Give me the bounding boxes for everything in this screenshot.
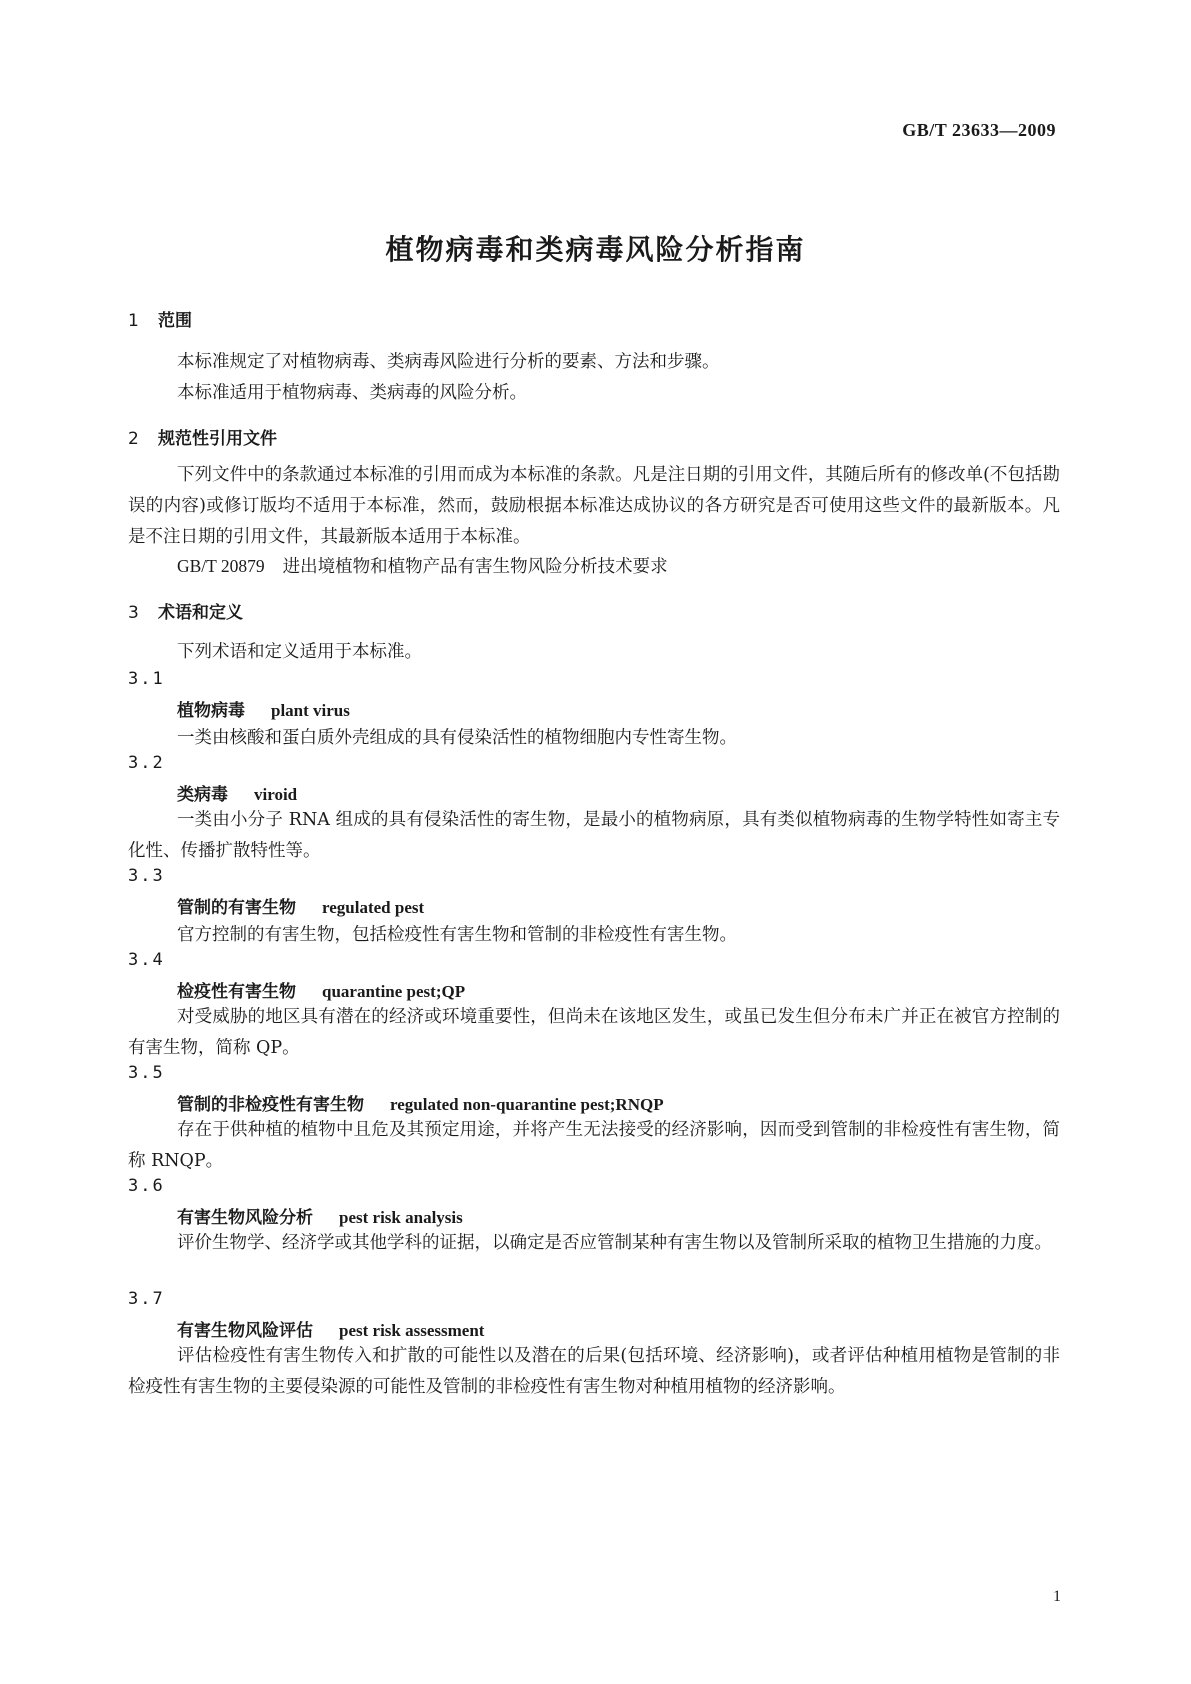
section-1-para-1: 本标准规定了对植物病毒、类病毒风险进行分析的要素、方法和步骤。: [177, 352, 720, 372]
section-2-paragraph: 下列文件中的条款通过本标准的引用而成为本标准的条款。凡是注日期的引用文件，其随后所有的修改单(不包括勘误的内容)或修订版均不适用于本标准，然而，鼓励根据本标准达成协议的各方研究是否可使用这些文件的最新版本。凡是不注日期的引用文件，其最新版本适用于本标准。: [128, 465, 1060, 547]
term-zh: 检疫性有害生物: [177, 982, 296, 1002]
term-heading: [177, 893, 424, 918]
term-definition: 存在于供种植的植物中且危及其预定用途，并将产生无法接受的经济影响，因而受到管制的非检疫性有害生物，简称 RNQP。: [128, 1120, 1060, 1171]
term-definition: 对受威胁的地区具有潜在的经济或环境重要性，但尚未在该地区发生，或虽已发生但分布未广并正在被官方控制的有害生物，简称 QP。: [128, 1007, 1060, 1058]
term-heading: [177, 1203, 463, 1228]
standard-code: GB/T 23633—2009: [902, 120, 1056, 140]
reference-code: GB/T 20879: [177, 556, 265, 576]
term-en: regulated pest: [322, 898, 425, 917]
term-en: regulated non-quarantine pest;RNQP: [390, 1095, 664, 1114]
term-number: 3.6: [128, 1176, 165, 1196]
term-heading: [177, 780, 297, 805]
section-3-intro: 下列术语和定义适用于本标准。: [177, 642, 422, 662]
term-zh: 植物病毒: [177, 701, 245, 721]
term-number: 3.4: [128, 950, 165, 970]
term-number: 3.3: [128, 866, 165, 886]
term-definition: 一类由小分子 RNA 组成的具有侵染活性的寄生物，是最小的植物病原，具有类似植物病毒的生物学特性如寄主专化性、传播扩散特性等。: [128, 810, 1060, 861]
term-number: 3.2: [128, 753, 165, 773]
reference-title: 进出境植物和植物产品有害生物风险分析技术要求: [282, 557, 668, 577]
section-2-number: 2: [128, 429, 139, 449]
term-number: 3.1: [128, 669, 165, 689]
section-3-title: 术语和定义: [158, 603, 243, 623]
section-2-heading: [128, 424, 277, 449]
term-definition: 官方控制的有害生物，包括检疫性有害生物和管制的非检疫性有害生物。: [177, 925, 737, 945]
term-en: quarantine pest;QP: [322, 982, 466, 1001]
term-en: plant virus: [271, 701, 350, 720]
term-zh: 管制的有害生物: [177, 898, 296, 918]
section-3-number: 3: [128, 603, 139, 623]
term-heading: [177, 1090, 664, 1115]
term-en: pest risk analysis: [339, 1208, 463, 1227]
term-number: 3.7: [128, 1289, 165, 1309]
term-heading: [177, 1316, 484, 1341]
term-heading: [177, 696, 350, 721]
page-number: 1: [1053, 1588, 1061, 1605]
term-en: pest risk assessment: [339, 1321, 485, 1340]
term-definition: 一类由核酸和蛋白质外壳组成的具有侵染活性的植物细胞内专性寄生物。: [177, 728, 737, 748]
term-zh: 有害生物风险分析: [177, 1208, 313, 1228]
term-zh: 有害生物风险评估: [177, 1321, 313, 1341]
document-title: 植物病毒和类病毒风险分析指南: [385, 233, 806, 266]
term-definition: 评价生物学、经济学或其他学科的证据，以确定是否应管制某种有害生物以及管制所采取的植物卫生措施的力度。: [177, 1233, 1052, 1253]
section-3-heading: [128, 598, 243, 623]
section-1-heading: [128, 306, 192, 331]
term-zh: 类病毒: [177, 785, 228, 805]
section-1-para-2: 本标准适用于植物病毒、类病毒的风险分析。: [177, 383, 527, 403]
section-1-title: 范围: [158, 311, 192, 331]
term-definition: 评估检疫性有害生物传入和扩散的可能性以及潜在的后果(包括环境、经济影响)，或者评估种植用植物是管制的非检疫性有害生物的主要侵染源的可能性及管制的非检疫性有害生物对种植用植物的经济影响。: [128, 1346, 1060, 1397]
term-number: 3.5: [128, 1063, 165, 1083]
section-1-number: 1: [128, 311, 139, 331]
term-zh: 管制的非检疫性有害生物: [177, 1095, 364, 1115]
term-en: viroid: [254, 785, 298, 804]
normative-reference: [177, 553, 668, 578]
section-2-title: 规范性引用文件: [158, 429, 277, 449]
term-heading: [177, 977, 465, 1002]
